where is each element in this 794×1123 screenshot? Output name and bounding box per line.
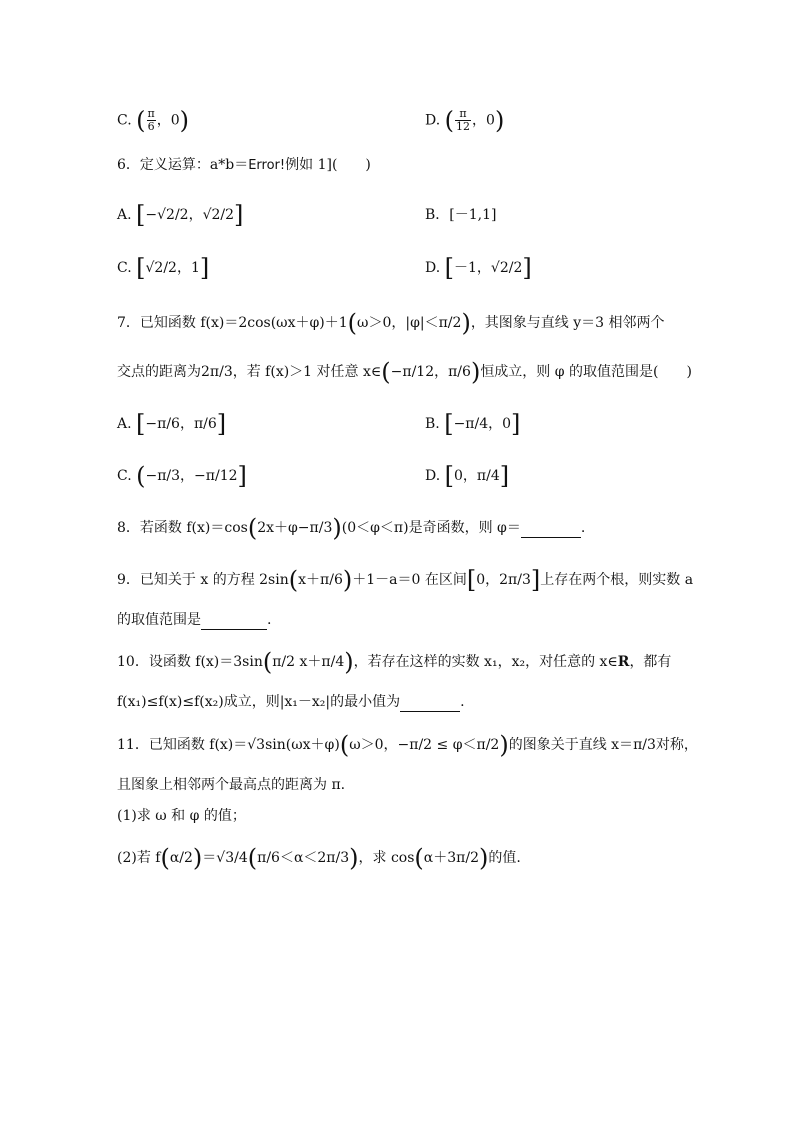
fraction: 2π/3 (201, 364, 233, 380)
q11-part2: (2)若 f(α/2)＝√3/4(π/6＜α＜2π/3)，求 cos(α＋3π/2)的值. (117, 844, 521, 872)
error-text: Error! (248, 158, 286, 173)
option-text: √2/2，1 (145, 260, 200, 276)
q8-stem: 8．若函数 f(x)＝cos(2x＋φ−π/3)(0＜φ＜π)是奇函数，则 φ＝ . (117, 514, 586, 542)
q6-option-c: C. [√2/2，1] (117, 254, 210, 282)
q5-option-d: D. ( $\frac{\pi}{12}$ ，0) (425, 106, 505, 135)
q11-part1: (1)求 ω 和 φ 的值； (117, 808, 246, 824)
q10-stem-line1: 10．设函数 f(x)＝3sin(π/2 x＋π/4)，若存在这样的实数 x₁，x₂，对任意的 x∈R，都有 (117, 648, 672, 676)
fraction: $\frac{\pi}{6}$ (147, 107, 155, 133)
q7-stem-line2: 交点的距离为2π/3，若 f(x)＞1 对任意 x∈(−π/12，π/6)恒成立，则 φ 的取值范围是( ) (117, 358, 692, 386)
option-text: －1，√2/2 (454, 260, 523, 276)
q11-stem-line1: 11．已知函数 f(x)＝√3sin(ωx＋φ)(ω＞0，−π/2 ≤ φ＜π/2)的图象关于直线 x＝π/3对称， (117, 731, 698, 759)
q7-option-d: D. [0，π/4] (425, 462, 510, 490)
q6-option-d: D. [－1，√2/2] (425, 254, 532, 282)
interval: −π/12，π/6 (390, 364, 471, 380)
option-label: D. (425, 112, 441, 129)
q11-stem-line2: 且图象上相邻两个最高点的距离为 π. (117, 777, 346, 793)
q9-stem-line2: 的取值范围是 . (117, 612, 272, 628)
q6-option-b: B．[－1,1] (425, 207, 497, 223)
q7-option-b: B. [−π/4，0] (425, 410, 521, 438)
q5-option-c: C. ( $\frac{\pi}{6}$ ，0) (117, 106, 190, 135)
q7-option-c: C. (−π/3，−π/12] (117, 462, 247, 490)
answer-blank[interactable] (521, 523, 581, 538)
fraction: $\frac{\pi}{12}$ (456, 107, 471, 133)
q6-option-a: A. [−√2/2，√2/2] (117, 201, 244, 229)
answer-blank[interactable] (400, 697, 460, 712)
answer-blank[interactable] (201, 615, 267, 630)
q6-stem: 6．定义运算：a*b＝Error!例如 1]( ) (117, 157, 371, 173)
option-text: −√2/2，√2/2 (145, 207, 235, 223)
option-label: C. (117, 112, 132, 129)
q7-option-a: A. [−π/6，π/6] (117, 410, 227, 438)
q7-stem-line1: 7．已知函数 f(x)＝2cos(ωx＋φ)＋1(ω＞0，|φ|＜π/2)，其图象与直线 y＝3 相邻两个 (117, 309, 665, 337)
q9-stem-line1: 9．已知关于 x 的方程 2sin(x＋π/6)＋1－a＝0 在区间[0，2π/3]上存在两个根，则实数 a (117, 566, 694, 594)
condition: ω＞0，|φ|＜π/2 (357, 315, 462, 331)
q10-stem-line2: f(x₁)≤f(x)≤f(x₂)成立，则|x₁－x₂|的最小值为 . (117, 694, 465, 710)
